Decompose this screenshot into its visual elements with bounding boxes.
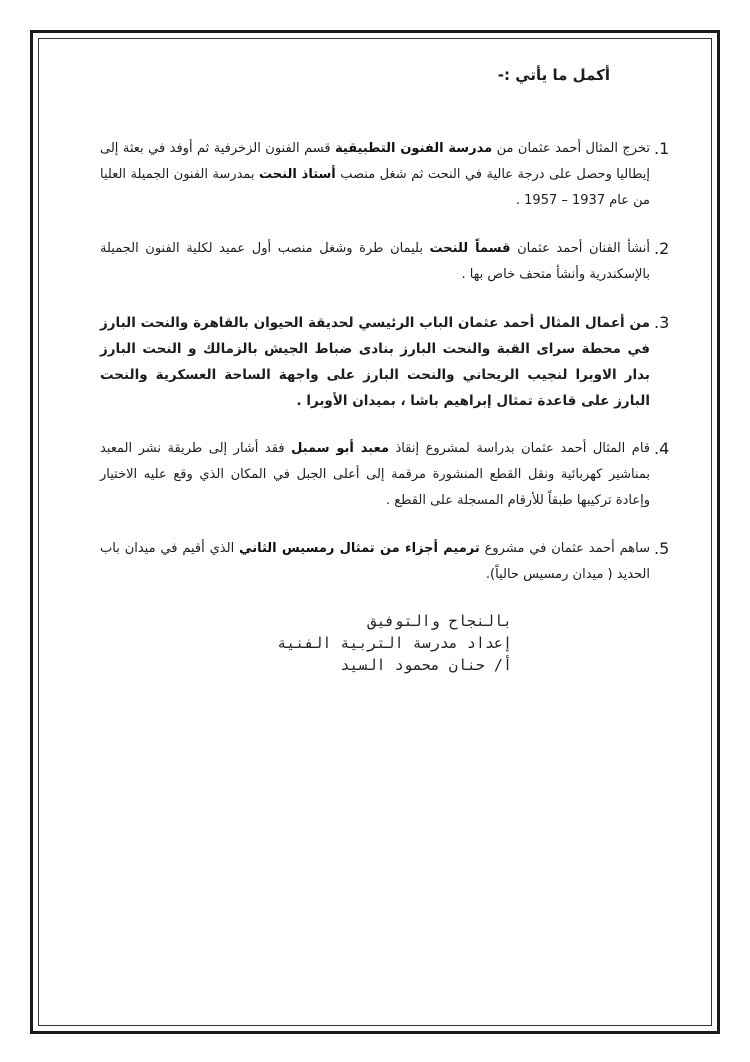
highlighted-term: معبد أبو سمبل [291,441,389,456]
question-item [100,536,672,588]
text-segment: بمدرسة الفنون الجميلة العليا من عام 1937 – 1957 . [100,167,650,208]
question-item [100,310,672,414]
question-item [100,436,672,514]
text-segment: أنشأ الفنان أحمد عثمان [510,241,650,256]
text-segment: قسم الفنون الزخرفية ثم أوفد في بعثة إلى إيطاليا وحصل على درجة عالية في النحت ثم شغل منصب [100,141,651,182]
highlighted-term: أستاذ النحت [259,167,336,182]
worksheet-heading: أكمل ما يأتي :- [497,66,610,84]
worksheet-content [100,66,672,676]
question-text [100,236,650,288]
highlighted-term: ترميم أجزاء من تمثال رمسيس الثاني [239,541,480,556]
question-item [100,236,672,288]
question-list [100,136,672,588]
text-segment: الذي أقيم في ميدان باب الحديد ( ميدان رمسيس حالياً). [100,541,650,582]
highlighted-term: قسماً للنحت [429,241,511,256]
question-text [100,436,650,514]
question-number: .3 [654,313,670,332]
closing-wishes: بالنجاح والتوفيق [367,612,512,630]
text-segment: تخرج المثال أحمد عثمان من [492,141,650,156]
text-segment: من أعمال المثال أحمد عثمان الباب الرئيسي لحديقة الحيوان بالقاهرة والنحت البارز في محطة سراى القبة والنحت البارز بنادى ضباط الجيش بالزمالك و النحت البارز بدار الاوبرا لنجيب الريحاني والنحت البارز على واجهة الساحة العسكرية والنحت البارز على قاعدة تمثال إبراهيم باشا ، بميدان الأوبرا . [100,315,650,409]
text-segment: ساهم أحمد عثمان في مشروع [479,541,650,556]
text-segment: فقد أشار إلى طريقة نشر المعبد بمناشير كهربائية ونقل القطع المنشورة مرقمة إلى أعلى الجبل في المكان الذي وقع عليه الاختيار وإعادة تركيبها طبقاً للأرقام المسجلة على القطع . [100,441,650,508]
question-text [100,310,650,414]
question-number: .2 [654,239,670,258]
question-item [100,136,672,214]
text-segment: قام المثال أحمد عثمان بدراسة لمشروع إنقاذ [389,441,650,456]
question-text [100,136,650,214]
closing-teacher-name: أ/ حنان محمود السيد [340,656,512,674]
highlighted-term: مدرسة الفنون التطبيقية [335,141,493,156]
question-number: .4 [654,439,670,458]
question-number: .1 [654,139,670,158]
question-text [100,536,650,588]
closing-block [100,610,512,676]
question-number: .5 [654,539,670,558]
closing-prepared-by: إعداد مدرسة التربية الفنية [277,634,512,652]
text-segment: بليمان طرة وشغل منصب أول عميد لكلية الفنون الجميلة بالإسكندرية وأنشأ متحف خاص بها . [100,241,650,282]
